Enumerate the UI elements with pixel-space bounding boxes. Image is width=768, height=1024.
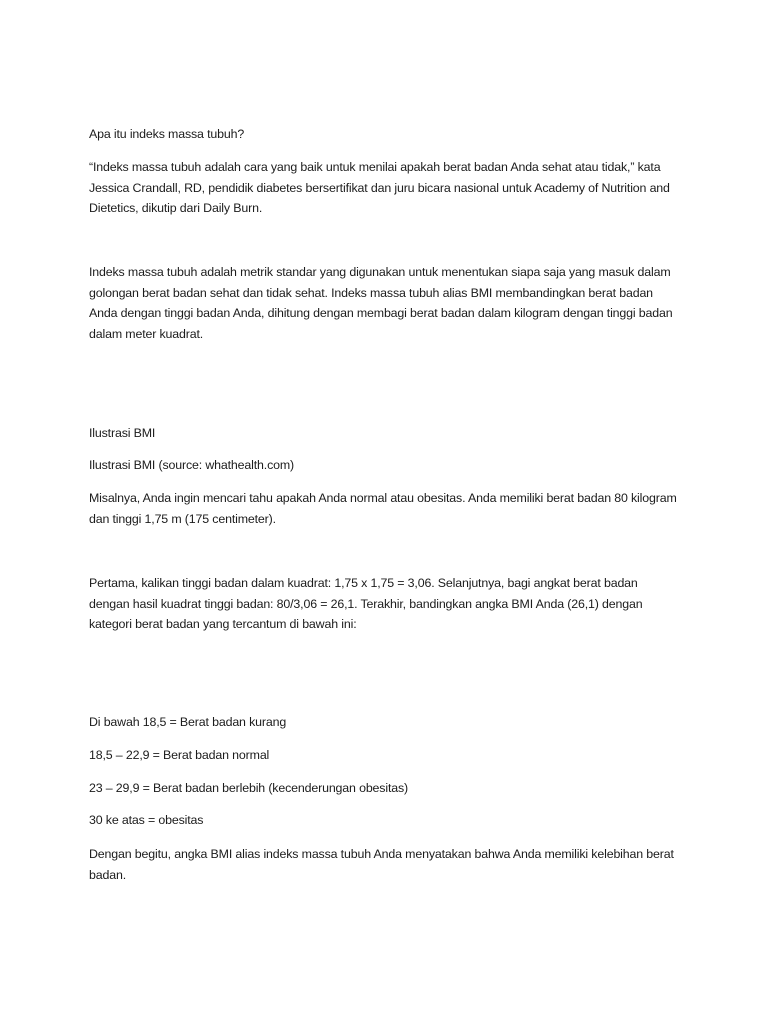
paragraph-quote: “Indeks massa tubuh adalah cara yang baik untuk menilai apakah berat badan Anda sehat atau tidak,” kata Jessica Crandall, RD, pendidik diabetes bersertifikat dan juru bicara nasional untuk Academy of Nutrition and Dietetics, dikutip dari Daily Burn. xyxy=(89,160,670,215)
list-item-obese: 30 ke atas = obesitas xyxy=(89,813,204,827)
list-item-underweight: Di bawah 18,5 = Berat badan kurang xyxy=(89,715,287,729)
paragraph-bmi-definition: Indeks massa tubuh adalah metrik standar yang digunakan untuk menentukan siapa saja yang masuk dalam golongan berat badan sehat dan tidak sehat. Indeks massa tubuh alias BMI membandingkan berat badan Anda dengan tinggi badan Anda, dihitung dengan membagi berat badan dalam kilogram dengan tinggi badan dalam meter kuadrat. xyxy=(89,265,673,341)
heading-bmi-illustration: Ilustrasi BMI xyxy=(89,426,156,440)
paragraph-calculation: Pertama, kalikan tinggi badan dalam kuadrat: 1,75 x 1,75 = 3,06. Selanjutnya, bagi angkat berat badan dengan hasil kuadrat tinggi badan: 80/3,06 = 26,1. Terakhir, bandingkan angka BMI Anda (26,1) dengan kategori berat badan yang tercantum di bawah ini: xyxy=(89,576,643,631)
paragraph-example: Misalnya, Anda ingin mencari tahu apakah Anda normal atau obesitas. Anda memiliki berat badan 80 kilogram dan tinggi 1,75 m (175 centimeter). xyxy=(89,491,677,526)
list-item-normal: 18,5 – 22,9 = Berat badan normal xyxy=(89,748,270,762)
image-caption: Ilustrasi BMI (source: whathealth.com) xyxy=(89,458,295,472)
list-item-overweight: 23 – 29,9 = Berat badan berlebih (kecenderungan obesitas) xyxy=(89,781,409,795)
heading-what-is-bmi: Apa itu indeks massa tubuh? xyxy=(89,127,245,141)
paragraph-conclusion: Dengan begitu, angka BMI alias indeks massa tubuh Anda menyatakan bahwa Anda memiliki kelebihan berat badan. xyxy=(89,847,674,882)
